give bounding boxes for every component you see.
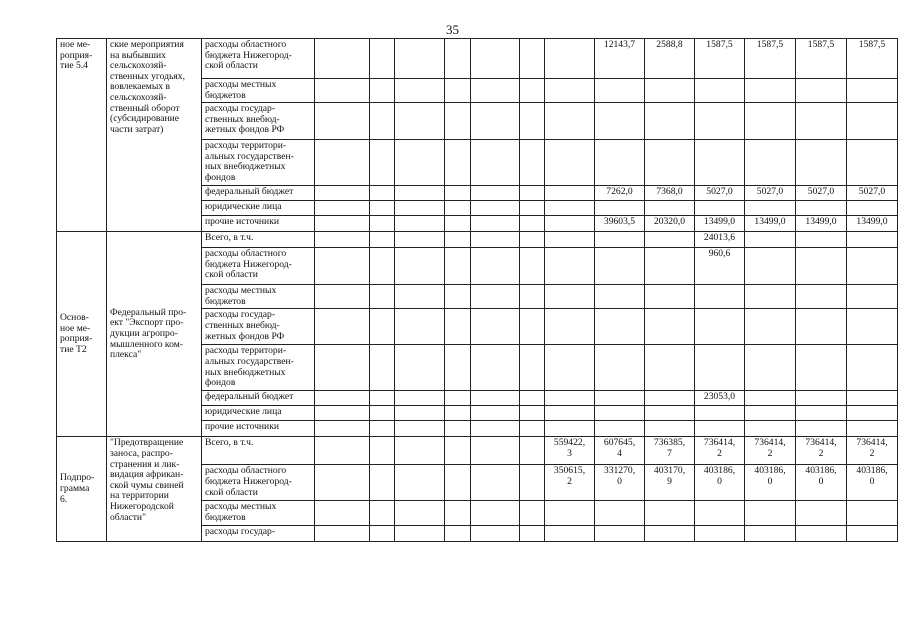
value-cell bbox=[471, 186, 520, 201]
value-cell bbox=[395, 345, 445, 391]
value-cell bbox=[645, 526, 695, 542]
value-cell bbox=[545, 309, 595, 345]
value-cell: 13499,0 bbox=[796, 216, 847, 232]
value-cell bbox=[796, 201, 847, 216]
value-cell bbox=[796, 345, 847, 391]
value-cell bbox=[471, 309, 520, 345]
value-cell bbox=[745, 248, 796, 285]
value-cell bbox=[395, 186, 445, 201]
value-cell: 5027,0 bbox=[847, 186, 898, 201]
value-cell bbox=[370, 79, 395, 103]
value-cell bbox=[645, 309, 695, 345]
value-cell bbox=[645, 406, 695, 421]
value-cell: 607645, 4 bbox=[595, 437, 645, 465]
value-cell bbox=[471, 501, 520, 526]
value-cell bbox=[471, 465, 520, 501]
value-cell bbox=[471, 232, 520, 248]
value-cell: 5027,0 bbox=[695, 186, 745, 201]
funding-source-cell: расходы местных бюджетов bbox=[202, 285, 315, 309]
value-cell bbox=[645, 391, 695, 406]
value-cell bbox=[545, 103, 595, 140]
value-cell bbox=[520, 309, 545, 345]
value-cell bbox=[445, 501, 471, 526]
value-cell bbox=[370, 140, 395, 186]
value-cell bbox=[315, 103, 370, 140]
value-cell bbox=[471, 216, 520, 232]
value-cell: 736414, 2 bbox=[796, 437, 847, 465]
value-cell: 5027,0 bbox=[796, 186, 847, 201]
value-cell: 1587,5 bbox=[695, 39, 745, 79]
value-cell: 403186, 0 bbox=[847, 465, 898, 501]
funding-source-cell: расходы местных бюджетов bbox=[202, 501, 315, 526]
value-cell bbox=[370, 345, 395, 391]
value-cell bbox=[370, 309, 395, 345]
table-row bbox=[57, 232, 898, 248]
value-cell: 736385, 7 bbox=[645, 437, 695, 465]
value-cell bbox=[370, 103, 395, 140]
funding-source-cell: расходы местных бюджетов bbox=[202, 79, 315, 103]
value-cell bbox=[847, 248, 898, 285]
value-cell bbox=[395, 526, 445, 542]
value-cell bbox=[520, 79, 545, 103]
value-cell bbox=[445, 140, 471, 186]
value-cell: 403186, 0 bbox=[695, 465, 745, 501]
value-cell bbox=[395, 437, 445, 465]
value-cell bbox=[545, 345, 595, 391]
value-cell bbox=[471, 437, 520, 465]
value-cell bbox=[315, 201, 370, 216]
value-cell bbox=[545, 391, 595, 406]
value-cell bbox=[370, 285, 395, 309]
funding-source-cell: расходы территори- альных государствен- ных внебюджетных фондов bbox=[202, 345, 315, 391]
value-cell: 736414, 2 bbox=[745, 437, 796, 465]
value-cell bbox=[847, 345, 898, 391]
value-cell bbox=[645, 232, 695, 248]
value-cell: 24013,6 bbox=[695, 232, 745, 248]
value-cell: 2588,8 bbox=[645, 39, 695, 79]
funding-source-cell: расходы государ- ственных внебюд- жетных фондов РФ bbox=[202, 309, 315, 345]
value-cell bbox=[695, 201, 745, 216]
value-cell bbox=[370, 186, 395, 201]
value-cell bbox=[395, 79, 445, 103]
value-cell bbox=[695, 526, 745, 542]
value-cell bbox=[471, 79, 520, 103]
value-cell bbox=[695, 309, 745, 345]
value-cell bbox=[520, 201, 545, 216]
value-cell bbox=[471, 285, 520, 309]
value-cell bbox=[315, 526, 370, 542]
value-cell: 7262,0 bbox=[595, 186, 645, 201]
value-cell bbox=[315, 216, 370, 232]
value-cell bbox=[745, 103, 796, 140]
table-row bbox=[57, 39, 898, 79]
value-cell bbox=[445, 406, 471, 421]
value-cell bbox=[520, 526, 545, 542]
funding-source-cell: расходы территори- альных государствен- ных внебюджетных фондов bbox=[202, 140, 315, 186]
value-cell bbox=[695, 345, 745, 391]
value-cell bbox=[745, 140, 796, 186]
value-cell bbox=[545, 232, 595, 248]
value-cell bbox=[471, 526, 520, 542]
budget-table bbox=[56, 38, 898, 542]
value-cell bbox=[847, 421, 898, 437]
value-cell bbox=[315, 186, 370, 201]
value-cell bbox=[796, 421, 847, 437]
event-code-cell: ное ме- роприя- тие 5.4 bbox=[57, 39, 107, 232]
value-cell bbox=[445, 437, 471, 465]
value-cell bbox=[545, 285, 595, 309]
value-cell bbox=[395, 465, 445, 501]
value-cell bbox=[520, 421, 545, 437]
value-cell bbox=[595, 232, 645, 248]
value-cell bbox=[315, 232, 370, 248]
value-cell bbox=[395, 501, 445, 526]
value-cell bbox=[445, 232, 471, 248]
value-cell: 23053,0 bbox=[695, 391, 745, 406]
funding-source-cell: расходы областного бюджета Нижегород- ской области bbox=[202, 248, 315, 285]
value-cell bbox=[847, 79, 898, 103]
value-cell bbox=[445, 526, 471, 542]
value-cell bbox=[645, 501, 695, 526]
funding-source-cell: прочие источники bbox=[202, 216, 315, 232]
value-cell: 7368,0 bbox=[645, 186, 695, 201]
funding-source-cell: юридические лица bbox=[202, 406, 315, 421]
value-cell bbox=[545, 526, 595, 542]
value-cell: 12143,7 bbox=[595, 39, 645, 79]
value-cell bbox=[847, 285, 898, 309]
value-cell bbox=[796, 285, 847, 309]
value-cell bbox=[796, 406, 847, 421]
value-cell bbox=[847, 140, 898, 186]
value-cell bbox=[370, 406, 395, 421]
value-cell bbox=[545, 186, 595, 201]
value-cell: 403186, 0 bbox=[796, 465, 847, 501]
value-cell bbox=[520, 285, 545, 309]
value-cell bbox=[471, 421, 520, 437]
value-cell bbox=[395, 421, 445, 437]
value-cell: 13499,0 bbox=[847, 216, 898, 232]
value-cell bbox=[745, 526, 796, 542]
value-cell bbox=[545, 406, 595, 421]
value-cell bbox=[695, 103, 745, 140]
value-cell bbox=[445, 79, 471, 103]
value-cell bbox=[847, 309, 898, 345]
value-cell bbox=[595, 285, 645, 309]
value-cell bbox=[745, 285, 796, 309]
value-cell bbox=[370, 501, 395, 526]
value-cell: 13499,0 bbox=[745, 216, 796, 232]
value-cell bbox=[645, 201, 695, 216]
value-cell bbox=[520, 39, 545, 79]
value-cell: 13499,0 bbox=[695, 216, 745, 232]
value-cell: 350615, 2 bbox=[545, 465, 595, 501]
value-cell bbox=[445, 201, 471, 216]
value-cell bbox=[520, 103, 545, 140]
value-cell bbox=[796, 501, 847, 526]
value-cell: 1587,5 bbox=[745, 39, 796, 79]
value-cell: 403170, 9 bbox=[645, 465, 695, 501]
value-cell bbox=[545, 248, 595, 285]
value-cell bbox=[395, 248, 445, 285]
value-cell bbox=[315, 79, 370, 103]
value-cell bbox=[595, 309, 645, 345]
value-cell: 331270, 0 bbox=[595, 465, 645, 501]
table-row bbox=[57, 437, 898, 465]
value-cell bbox=[595, 140, 645, 186]
value-cell bbox=[645, 103, 695, 140]
value-cell bbox=[370, 465, 395, 501]
value-cell bbox=[595, 79, 645, 103]
value-cell bbox=[370, 39, 395, 79]
value-cell bbox=[745, 421, 796, 437]
value-cell bbox=[520, 248, 545, 285]
value-cell bbox=[395, 406, 445, 421]
value-cell: 20320,0 bbox=[645, 216, 695, 232]
value-cell bbox=[395, 232, 445, 248]
funding-source-cell: федеральный бюджет bbox=[202, 391, 315, 406]
value-cell: 39603,5 bbox=[595, 216, 645, 232]
value-cell bbox=[445, 39, 471, 79]
value-cell bbox=[595, 201, 645, 216]
value-cell bbox=[545, 501, 595, 526]
value-cell bbox=[370, 437, 395, 465]
value-cell bbox=[595, 345, 645, 391]
value-cell: 1587,5 bbox=[796, 39, 847, 79]
value-cell bbox=[315, 140, 370, 186]
value-cell: 736414, 2 bbox=[695, 437, 745, 465]
value-cell bbox=[545, 216, 595, 232]
value-cell bbox=[796, 309, 847, 345]
funding-source-cell: Всего, в т.ч. bbox=[202, 232, 315, 248]
value-cell bbox=[796, 79, 847, 103]
value-cell bbox=[645, 285, 695, 309]
value-cell bbox=[745, 309, 796, 345]
value-cell bbox=[445, 285, 471, 309]
value-cell bbox=[520, 216, 545, 232]
value-cell bbox=[595, 526, 645, 542]
value-cell bbox=[645, 345, 695, 391]
value-cell bbox=[695, 79, 745, 103]
value-cell bbox=[471, 248, 520, 285]
value-cell bbox=[745, 201, 796, 216]
funding-source-cell: расходы областного бюджета Нижегород- ской области bbox=[202, 39, 315, 79]
value-cell bbox=[520, 391, 545, 406]
value-cell bbox=[745, 391, 796, 406]
value-cell: 1587,5 bbox=[847, 39, 898, 79]
value-cell bbox=[370, 201, 395, 216]
value-cell bbox=[695, 501, 745, 526]
value-cell bbox=[796, 232, 847, 248]
value-cell bbox=[395, 309, 445, 345]
value-cell bbox=[847, 526, 898, 542]
value-cell bbox=[520, 140, 545, 186]
value-cell bbox=[745, 79, 796, 103]
value-cell bbox=[395, 285, 445, 309]
funding-source-cell: расходы областного бюджета Нижегород- ской области bbox=[202, 465, 315, 501]
value-cell bbox=[315, 465, 370, 501]
value-cell bbox=[445, 186, 471, 201]
value-cell: 736414, 2 bbox=[847, 437, 898, 465]
value-cell bbox=[395, 216, 445, 232]
value-cell bbox=[847, 406, 898, 421]
value-cell bbox=[695, 140, 745, 186]
value-cell bbox=[370, 216, 395, 232]
value-cell bbox=[520, 186, 545, 201]
value-cell bbox=[315, 501, 370, 526]
value-cell bbox=[445, 421, 471, 437]
value-cell bbox=[445, 248, 471, 285]
value-cell bbox=[645, 421, 695, 437]
value-cell bbox=[745, 501, 796, 526]
value-cell bbox=[370, 232, 395, 248]
value-cell bbox=[595, 248, 645, 285]
value-cell bbox=[315, 421, 370, 437]
funding-source-cell: расходы государ- bbox=[202, 526, 315, 542]
value-cell bbox=[315, 248, 370, 285]
event-name-cell: "Предотвращение заноса, распро- странения и лик- видация африкан- ской чумы свиней на территории Нижегородской области" bbox=[107, 437, 202, 542]
value-cell bbox=[520, 465, 545, 501]
value-cell bbox=[695, 406, 745, 421]
value-cell bbox=[796, 526, 847, 542]
value-cell bbox=[471, 103, 520, 140]
value-cell bbox=[395, 391, 445, 406]
value-cell bbox=[847, 501, 898, 526]
value-cell: 5027,0 bbox=[745, 186, 796, 201]
value-cell bbox=[471, 391, 520, 406]
value-cell bbox=[520, 437, 545, 465]
value-cell bbox=[847, 103, 898, 140]
value-cell bbox=[796, 248, 847, 285]
value-cell bbox=[395, 103, 445, 140]
value-cell bbox=[395, 140, 445, 186]
value-cell bbox=[745, 345, 796, 391]
value-cell bbox=[315, 391, 370, 406]
value-cell bbox=[695, 421, 745, 437]
value-cell bbox=[315, 285, 370, 309]
value-cell bbox=[370, 391, 395, 406]
value-cell bbox=[745, 232, 796, 248]
value-cell bbox=[520, 406, 545, 421]
value-cell bbox=[315, 437, 370, 465]
event-name-cell: Федеральный про- ект "Экспорт про- дукции агропро- мышленного ком- плекса" bbox=[107, 232, 202, 437]
value-cell: 559422, 3 bbox=[545, 437, 595, 465]
value-cell: 403186, 0 bbox=[745, 465, 796, 501]
value-cell bbox=[545, 201, 595, 216]
funding-source-cell: федеральный бюджет bbox=[202, 186, 315, 201]
value-cell bbox=[847, 232, 898, 248]
value-cell bbox=[645, 140, 695, 186]
value-cell bbox=[545, 140, 595, 186]
value-cell bbox=[847, 391, 898, 406]
value-cell: 960,6 bbox=[695, 248, 745, 285]
funding-source-cell: прочие источники bbox=[202, 421, 315, 437]
value-cell bbox=[315, 406, 370, 421]
value-cell bbox=[545, 79, 595, 103]
event-name-cell: ские мероприятия на выбывших сельскохозяй- ственных угодьях, вовлекаемых в сельскохозяй- ственный оборот (субсидирование части затрат) bbox=[107, 39, 202, 232]
value-cell bbox=[471, 140, 520, 186]
page-number: 35 bbox=[446, 22, 459, 37]
value-cell bbox=[395, 39, 445, 79]
value-cell bbox=[445, 465, 471, 501]
value-cell bbox=[370, 421, 395, 437]
event-code-cell: Основ- ное ме- роприя- тие Т2 bbox=[57, 232, 107, 437]
value-cell bbox=[595, 406, 645, 421]
value-cell bbox=[471, 345, 520, 391]
value-cell bbox=[445, 391, 471, 406]
value-cell bbox=[545, 421, 595, 437]
value-cell bbox=[520, 345, 545, 391]
value-cell bbox=[796, 103, 847, 140]
value-cell bbox=[395, 201, 445, 216]
value-cell bbox=[520, 232, 545, 248]
value-cell bbox=[595, 103, 645, 140]
value-cell bbox=[796, 391, 847, 406]
value-cell bbox=[370, 526, 395, 542]
value-cell bbox=[847, 201, 898, 216]
value-cell bbox=[315, 309, 370, 345]
value-cell bbox=[471, 39, 520, 79]
value-cell bbox=[595, 421, 645, 437]
funding-source-cell: Всего, в т.ч. bbox=[202, 437, 315, 465]
value-cell bbox=[695, 285, 745, 309]
value-cell bbox=[315, 39, 370, 79]
value-cell bbox=[545, 39, 595, 79]
event-code-cell: Подпро- грамма 6. bbox=[57, 437, 107, 542]
value-cell bbox=[471, 406, 520, 421]
value-cell bbox=[745, 406, 796, 421]
funding-source-cell: расходы государ- ственных внебюд- жетных фондов РФ bbox=[202, 103, 315, 140]
value-cell bbox=[445, 345, 471, 391]
value-cell bbox=[645, 248, 695, 285]
value-cell bbox=[520, 501, 545, 526]
value-cell bbox=[796, 140, 847, 186]
value-cell bbox=[645, 79, 695, 103]
value-cell bbox=[595, 501, 645, 526]
value-cell bbox=[595, 391, 645, 406]
value-cell bbox=[315, 345, 370, 391]
value-cell bbox=[471, 201, 520, 216]
value-cell bbox=[445, 103, 471, 140]
funding-source-cell: юридические лица bbox=[202, 201, 315, 216]
value-cell bbox=[445, 216, 471, 232]
value-cell bbox=[370, 248, 395, 285]
value-cell bbox=[445, 309, 471, 345]
